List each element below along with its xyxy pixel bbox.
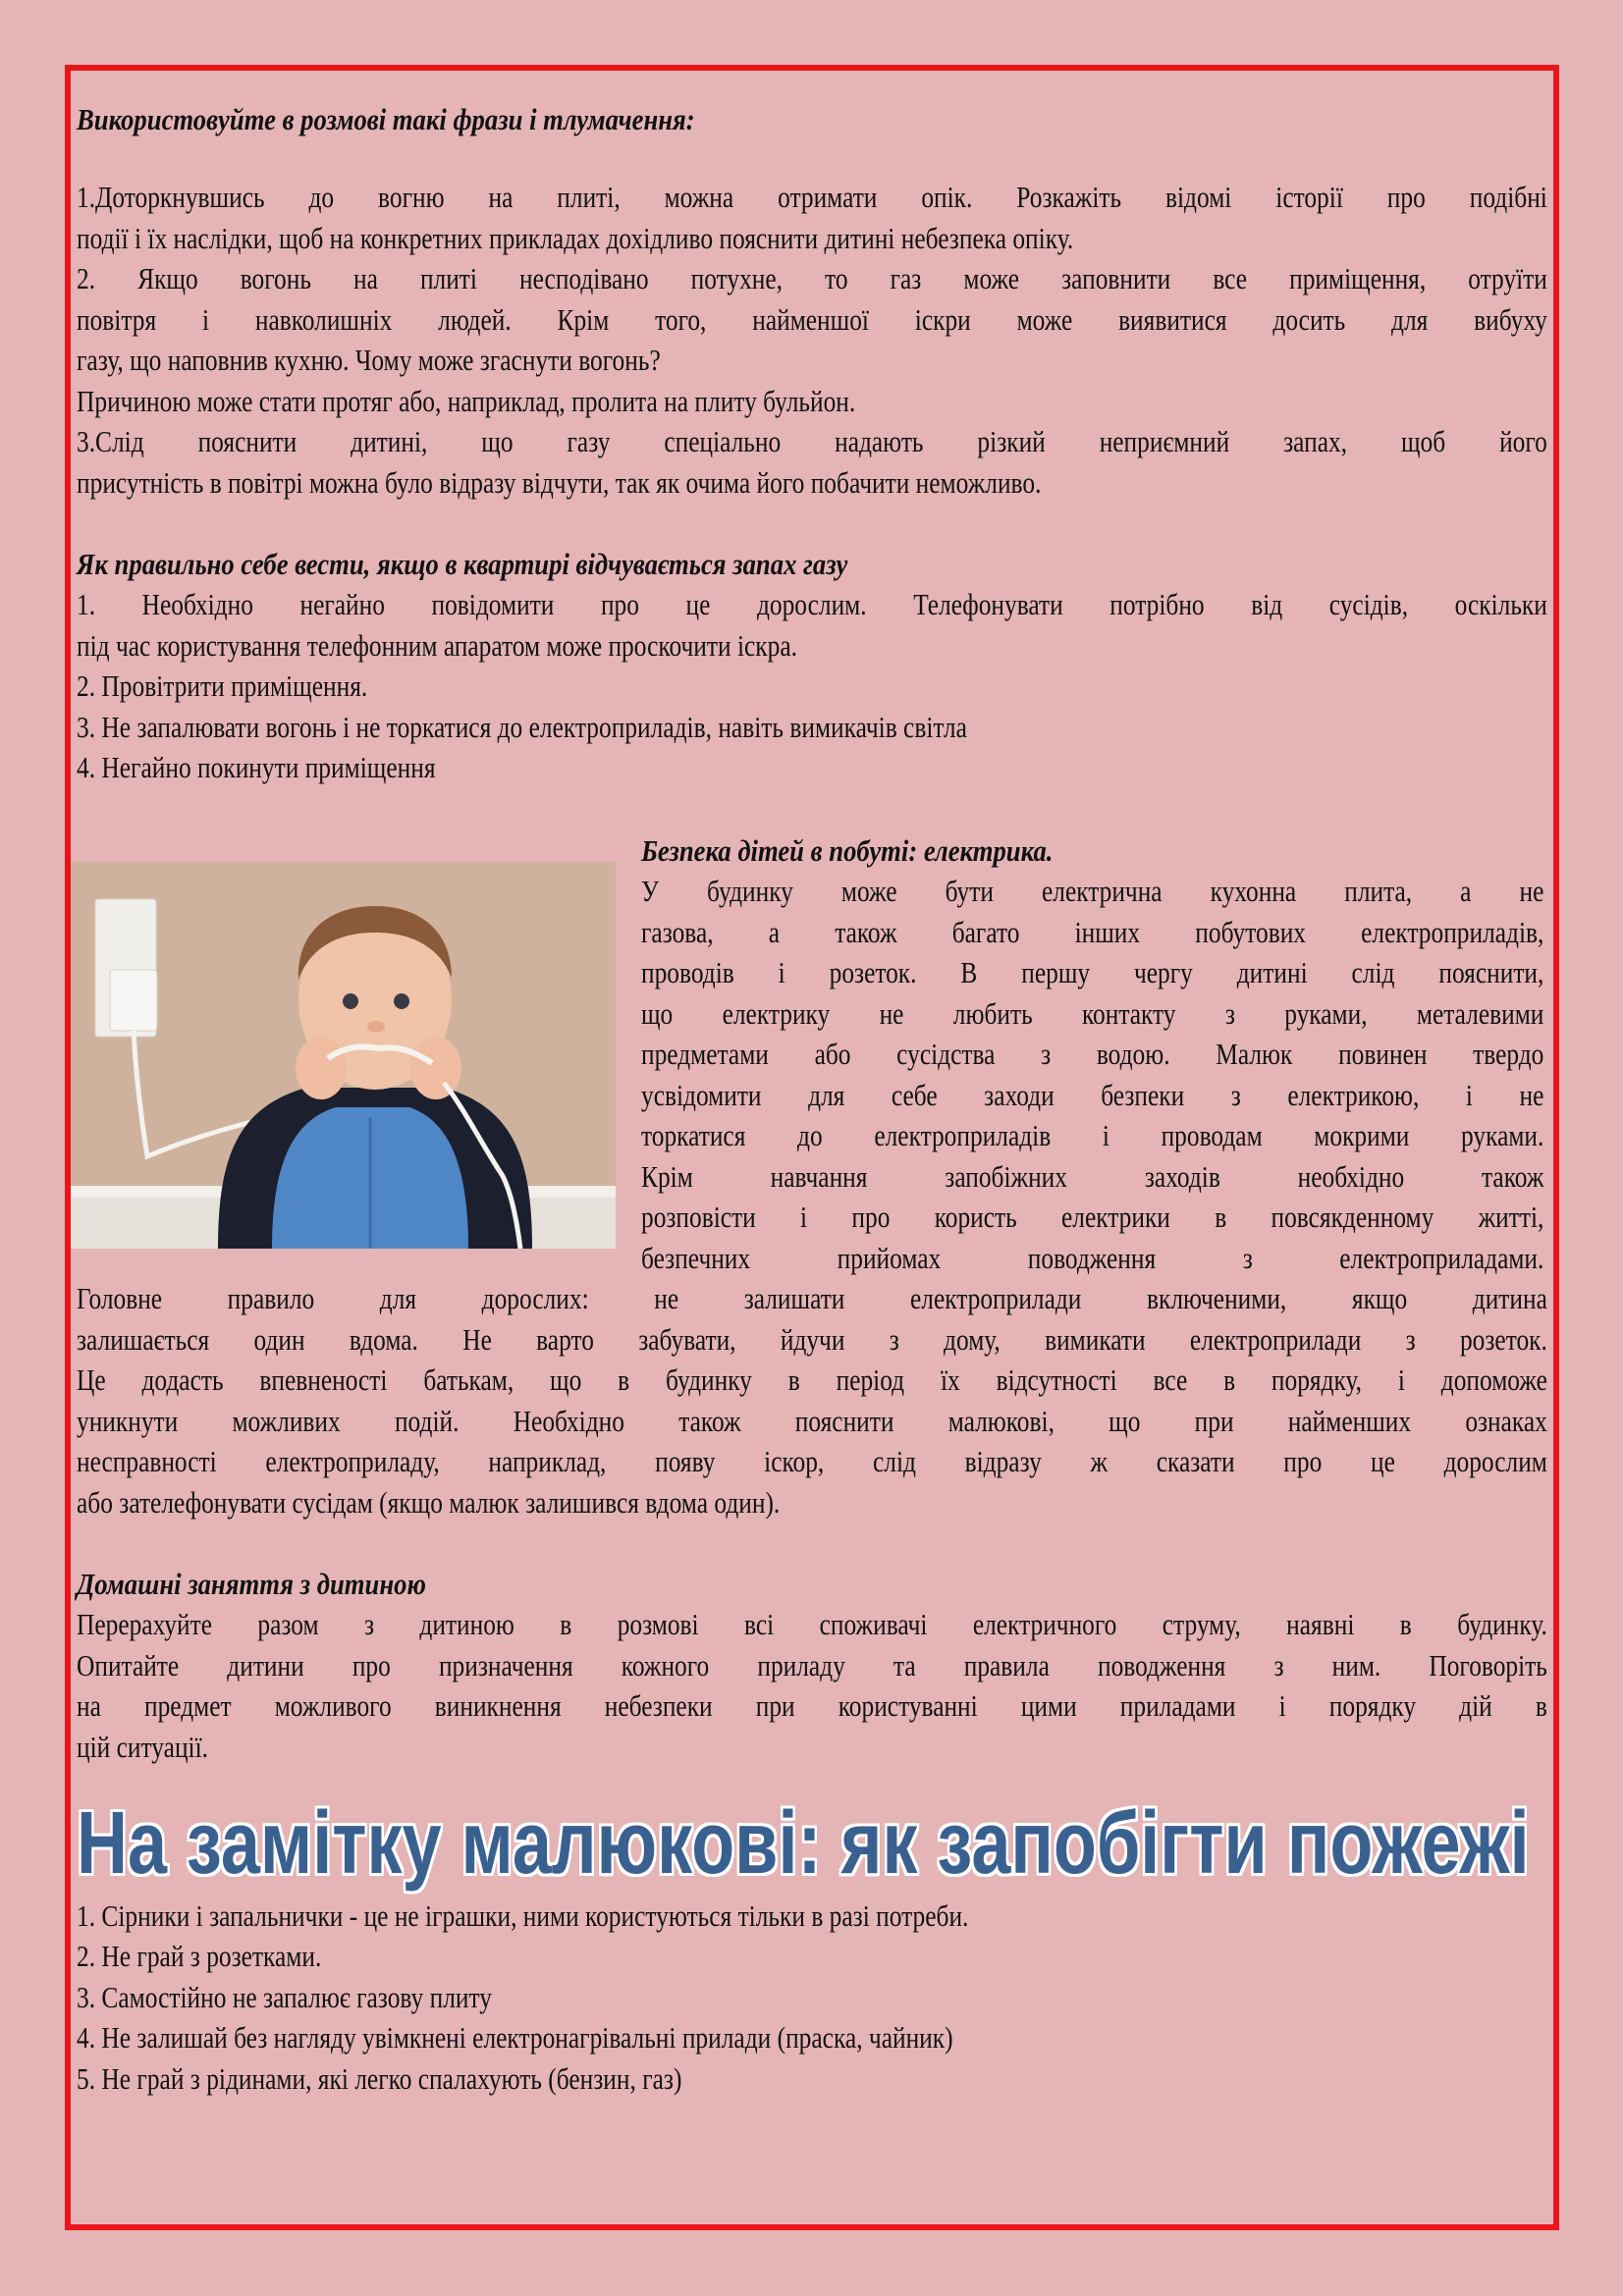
section4-line: на предмет можливого виникнення небезпеки при користуванні цими приладами і порядку дій в [77, 1688, 1547, 1723]
section1-line: 2. Якщо вогонь на плиті несподівано потухне, то газ може заповнити все приміщення, отруїти [77, 261, 1547, 295]
fire-rule-item: 2. Не грай з розетками. [77, 1939, 322, 1973]
section2-line: 2. Провітрити приміщення. [77, 668, 368, 703]
section3-side-line: безпечних прийомах поводження з електроприладами. [641, 1241, 1544, 1275]
section1-line: 1.Доторкнувшись до вогню на плиті, можна отримати опік. Розкажіть відомі історії про подібні [77, 180, 1547, 214]
section2-heading: Як правильно себе вести, якщо в квартирі відчувається запах газу [77, 547, 848, 581]
section3-line: Головне правило для дорослих: не залишати електроприлади включеними, якщо дитина [77, 1281, 1547, 1315]
section3-line: уникнути можливих подій. Необхідно також пояснити малюкові, що при найменших ознаках [77, 1404, 1547, 1438]
fire-rule-item: 1. Сірники і запальнички - це не іграшки, ними користуються тільки в разі потреби. [77, 1898, 969, 1933]
section4-line: Опитайте дитини про призначення кожного приладу та правила поводження з ним. Поговоріть [77, 1648, 1547, 1682]
fire-rule-item: 4. Не залишай без нагляду увімкнені електронагрівальні прилади (праска, чайник) [77, 2020, 953, 2055]
section1-line: повітря і навколишніх людей. Крім того, найменшої іскри може виявитися досить для вибуху [77, 302, 1547, 337]
section3-side-line: торкатися до електроприладів і проводам мокрими руками. [641, 1118, 1544, 1152]
section2-line: 4. Негайно покинути приміщення [77, 750, 436, 784]
child-with-cord-photo [71, 862, 616, 1249]
section3-side-line: предметами або сусідства з водою. Малюк повинен твердо [641, 1037, 1544, 1071]
section4-line: цій ситуації. [77, 1730, 209, 1764]
section1-line: 3.Слід пояснити дитині, що газу спеціально надають різкий неприємний запах, щоб його [77, 424, 1547, 458]
section1-line: присутність в повітрі можна було відразу відчути, так як очима його побачити неможливо. [77, 465, 1042, 500]
section3-side-line: У будинку може бути електрична кухонна плита, а не [641, 874, 1544, 908]
section3-side-line: розповісти і про користь електрики в повсякденному житті, [641, 1200, 1544, 1234]
section3-line: несправності електроприладу, наприклад, появу іскор, слід відразу ж сказати про це дорослим [77, 1444, 1547, 1478]
section2-line: 1. Необхідно негайно повідомити про це дорослим. Телефонувати потрібно від сусідів, оскільки [77, 587, 1547, 621]
section2-line: під час користування телефонним апаратом може проскочити іскра. [77, 628, 798, 663]
fire-rule-item: 5. Не грай з рідинами, які легко спалахують (бензин, газ) [77, 2061, 682, 2096]
section3-line: Це додасть впевненості батькам, що в будинку в період їх відсутності все в порядку, і допоможе [77, 1362, 1547, 1397]
section2-line: 3. Не запалювати вогонь і не торкатися до електроприладів, навіть вимикачів світла [77, 710, 967, 744]
section1-line: газу, що наповнив кухню. Чому може згаснути вогонь? [77, 343, 661, 377]
section4-line: Перерахуйте разом з дитиною в розмові всі споживачі електричного струму, наявні в будинку. [77, 1607, 1547, 1641]
section3-side-line: газова, а також багато інших побутових електроприладів, [641, 915, 1544, 949]
section3-line: або зателефонувати сусідам (якщо малюк залишився вдома один). [77, 1485, 781, 1520]
section4-heading: Домашні заняття з дитиною [77, 1567, 426, 1601]
fire-rule-item: 3. Самостійно не запалює газову плиту [77, 1980, 492, 2014]
section3-side-line: що електрику не любить контакту з руками, металевими [641, 996, 1544, 1031]
photo-illustration [71, 862, 616, 1249]
section1-line: події і їх наслідки, щоб на конкретних прикладах дохідливо пояснити дитині небезпека опіку. [77, 221, 1074, 255]
section1-heading: Використовуйте в розмові такі фрази і тлумачення: [77, 102, 695, 136]
section3-side-line: усвідомити для себе заходи безпеки з електрикою, і не [641, 1078, 1544, 1112]
fire-safety-title: На замітку малюкові: як запобігти пожежі [77, 1794, 1530, 1893]
section3-line: залишається один вдома. Не варто забувати, йдучи з дому, вимикати електроприлади з розеток. [77, 1322, 1547, 1357]
section3-side-line: проводів і розеток. В першу чергу дитині слід пояснити, [641, 955, 1544, 989]
section3-side-line: Крім навчання запобіжних заходів необхідно також [641, 1159, 1544, 1194]
section3-heading: Безпека дітей в побуті: електрика. [641, 833, 1054, 868]
section1-line: Причиною може стати протяг або, наприклад, пролита на плиту бульйон. [77, 384, 856, 418]
